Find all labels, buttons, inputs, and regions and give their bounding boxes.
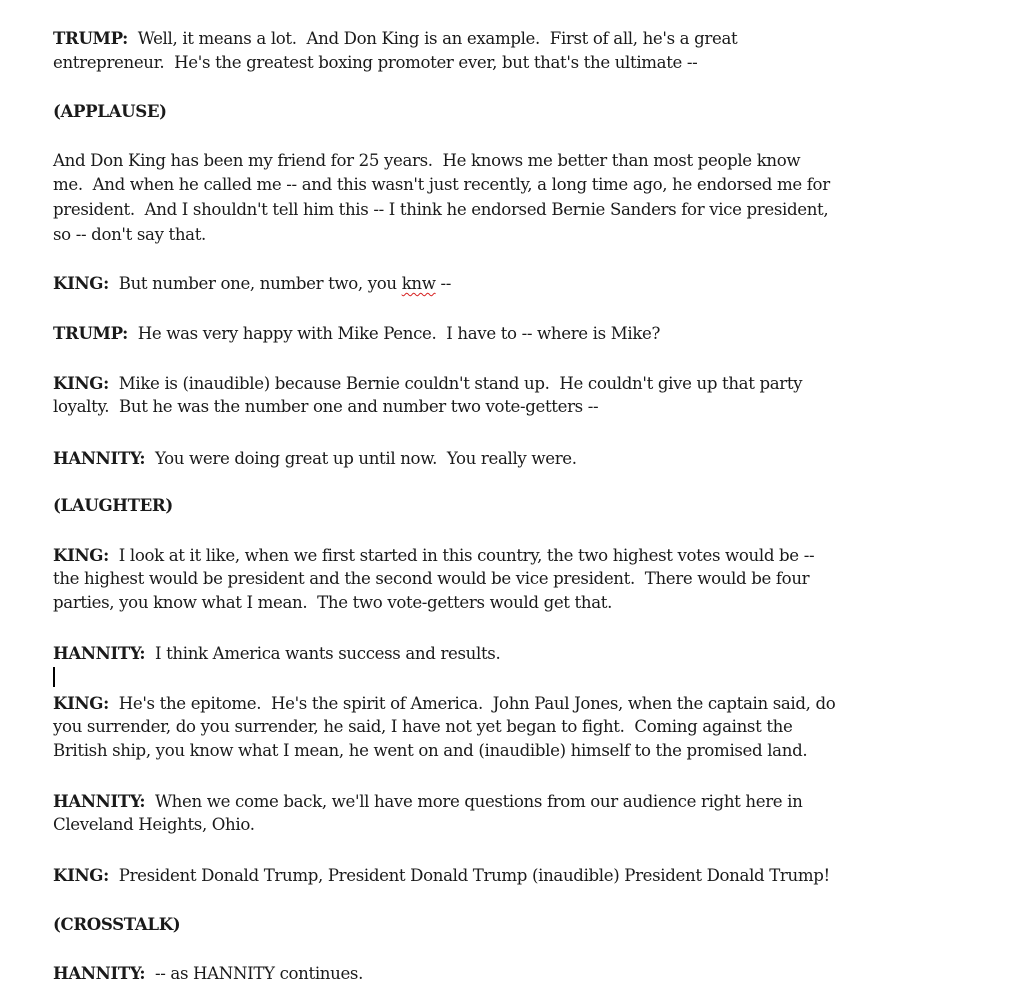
paragraph-line: you surrender, do you surrender, he said, I have not yet began to fight. Coming against the — [53, 717, 793, 736]
paragraph-line — [53, 691, 835, 715]
dialogue-text: I look at it like, when we first started in this country, the two highest votes would be -- — [108, 546, 815, 565]
speaker-label: KING: — [53, 693, 109, 713]
speaker-label: HANNITY: — [53, 963, 146, 983]
paragraph-line — [53, 863, 830, 887]
paragraph-line: Cleveland Heights, Ohio. — [53, 815, 255, 834]
speaker-label: KING: — [53, 273, 109, 293]
speaker-label: TRUMP: — [53, 323, 128, 343]
paragraph-line — [53, 641, 500, 665]
dialogue-text: Well, it means a lot. And Don King is an example. First of all, he's a great — [127, 29, 738, 48]
speaker-label: HANNITY: — [53, 643, 146, 663]
paragraph-line — [53, 371, 802, 395]
paragraph-line — [53, 543, 814, 567]
text-cursor[interactable] — [53, 667, 55, 687]
dialogue-text: -- — [435, 274, 452, 293]
dialogue-text: You were doing great up until now. You really were. — [145, 449, 577, 468]
dialogue-text: He's the epitome. He's the spirit of America. John Paul Jones, when the captain said, do — [108, 694, 836, 713]
paragraph-line: British ship, you know what I mean, he went on and (inaudible) himself to the promised land. — [53, 741, 808, 760]
speaker-label: TRUMP: — [53, 28, 128, 48]
paragraph-line: entrepreneur. He's the greatest boxing promoter ever, but that's the ultimate -- — [53, 53, 698, 72]
speaker-label: HANNITY: — [53, 448, 146, 468]
dialogue-text: He was very happy with Mike Pence. I have to -- where is Mike? — [127, 324, 661, 343]
speaker-label: KING: — [53, 545, 109, 565]
paragraph-line: me. And when he called me -- and this wasn't just recently, a long time ago, he endorsed me for — [53, 175, 830, 194]
paragraph-line — [53, 271, 451, 295]
paragraph-line: loyalty. But he was the number one and number two vote-getters -- — [53, 397, 599, 416]
speaker-label: KING: — [53, 373, 109, 393]
paragraph-line: parties, you know what I mean. The two vote-getters would get that. — [53, 593, 612, 612]
stage-direction: (APPLAUSE) — [53, 101, 167, 121]
paragraph-line — [53, 961, 363, 985]
dialogue-text: But number one, number two, you — [108, 274, 402, 293]
speaker-label: HANNITY: — [53, 791, 146, 811]
paragraph-line — [53, 446, 577, 470]
stage-direction: (LAUGHTER) — [53, 495, 173, 515]
paragraph-line — [53, 26, 737, 50]
paragraph-line: the highest would be president and the second would be vice president. There would be four — [53, 569, 810, 588]
paragraph-line: And Don King has been my friend for 25 years. He knows me better than most people know — [53, 151, 801, 170]
speaker-label: KING: — [53, 865, 109, 885]
paragraph-line — [53, 789, 802, 813]
paragraph-line — [53, 321, 660, 345]
stage-direction: (CROSSTALK) — [53, 914, 181, 934]
dialogue-text: -- as HANNITY continues. — [145, 964, 364, 983]
dialogue-text: When we come back, we'll have more questions from our audience right here in — [145, 792, 803, 811]
spellcheck-word[interactable]: knw — [401, 274, 436, 293]
paragraph-line: president. And I shouldn't tell him this -- I think he endorsed Bernie Sanders for vice president, — [53, 200, 829, 219]
dialogue-text: I think America wants success and results. — [145, 644, 501, 663]
paragraph-line: so -- don't say that. — [53, 225, 206, 244]
dialogue-text: President Donald Trump, President Donald Trump (inaudible) President Donald Trump! — [108, 866, 830, 885]
dialogue-text: Mike is (inaudible) because Bernie couldn't stand up. He couldn't give up that party — [108, 374, 803, 393]
